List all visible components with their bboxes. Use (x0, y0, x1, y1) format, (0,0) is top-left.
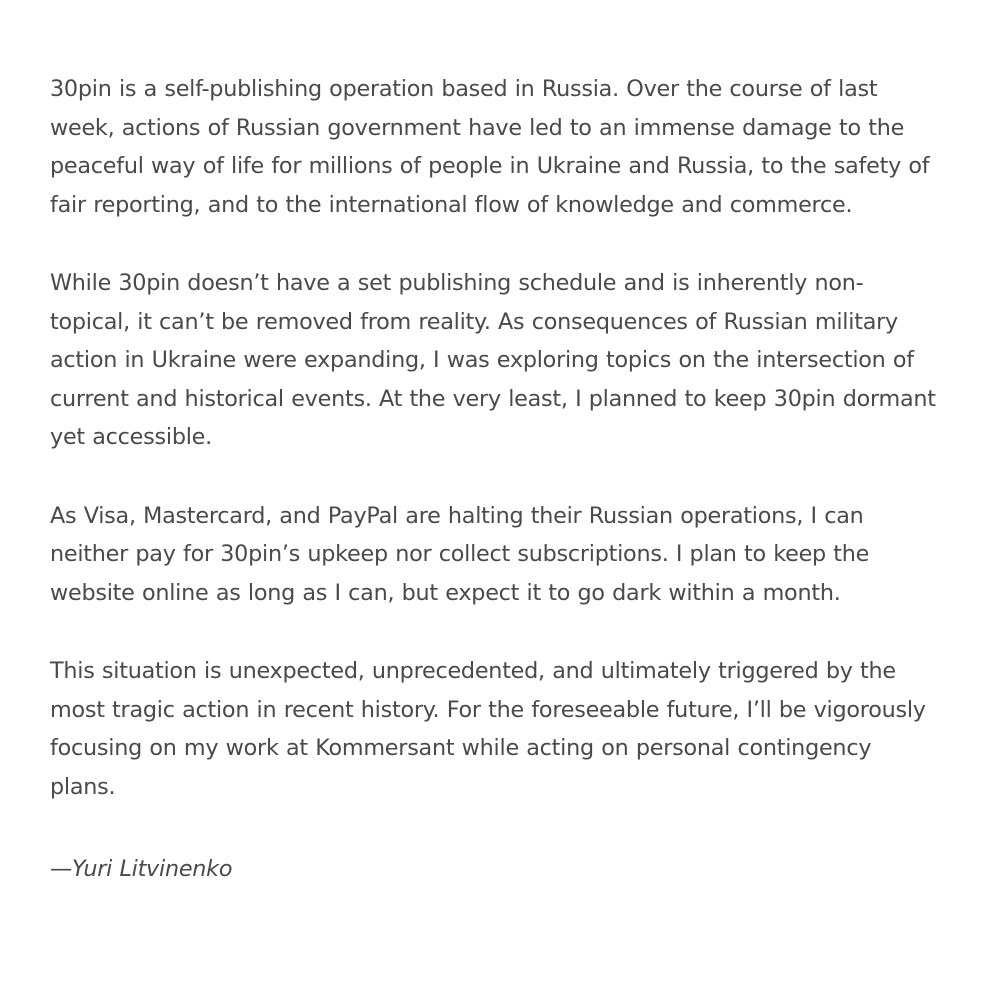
paragraph-line: focusing on my work at Kommersant while acting on personal contingency (50, 735, 872, 761)
paragraph-line: As Visa, Mastercard, and PayPal are halting their Russian operations, I can (50, 502, 864, 529)
paragraph-line: peaceful way of life for millions of people in Ukraine and Russia, to the safety of (50, 153, 930, 179)
paragraph-line: This situation is unexpected, unprecedented, and ultimately triggered by the (50, 658, 896, 684)
author-signature: —Yuri Litvinenko (50, 856, 233, 882)
paragraph-line: yet accessible. (50, 424, 212, 450)
paragraph-line: action in Ukraine were expanding, I was exploring topics on the intersection of (50, 347, 914, 373)
paragraph-line: 30pin is a self-publishing operation based in Russia. Over the course of last (50, 76, 878, 102)
paragraph-4 (50, 652, 950, 806)
paragraph-3 (50, 497, 950, 613)
paragraph-1 (50, 70, 950, 224)
paragraph-line: plans. (50, 773, 116, 800)
paragraph-line: current and historical events. At the very least, I planned to keep 30pin dormant (50, 385, 936, 412)
paragraph-line: website online as long as I can, but expect it to go dark within a month. (50, 579, 841, 606)
paragraph-line: While 30pin doesn’t have a set publishing schedule and is inherently non- (50, 270, 864, 296)
paragraph-line: most tragic action in recent history. For the foreseeable future, I’ll be vigorously (50, 696, 926, 723)
paragraph-2 (50, 264, 950, 457)
paragraph-line: neither pay for 30pin’s upkeep nor collect subscriptions. I plan to keep the (50, 541, 870, 567)
article-body (50, 70, 950, 889)
paragraph-line: week, actions of Russian government have led to an immense damage to the (50, 114, 905, 141)
paragraph-line: fair reporting, and to the international flow of knowledge and commerce. (50, 191, 853, 218)
paragraph-line: topical, it can’t be removed from reality. As consequences of Russian military (50, 308, 898, 335)
